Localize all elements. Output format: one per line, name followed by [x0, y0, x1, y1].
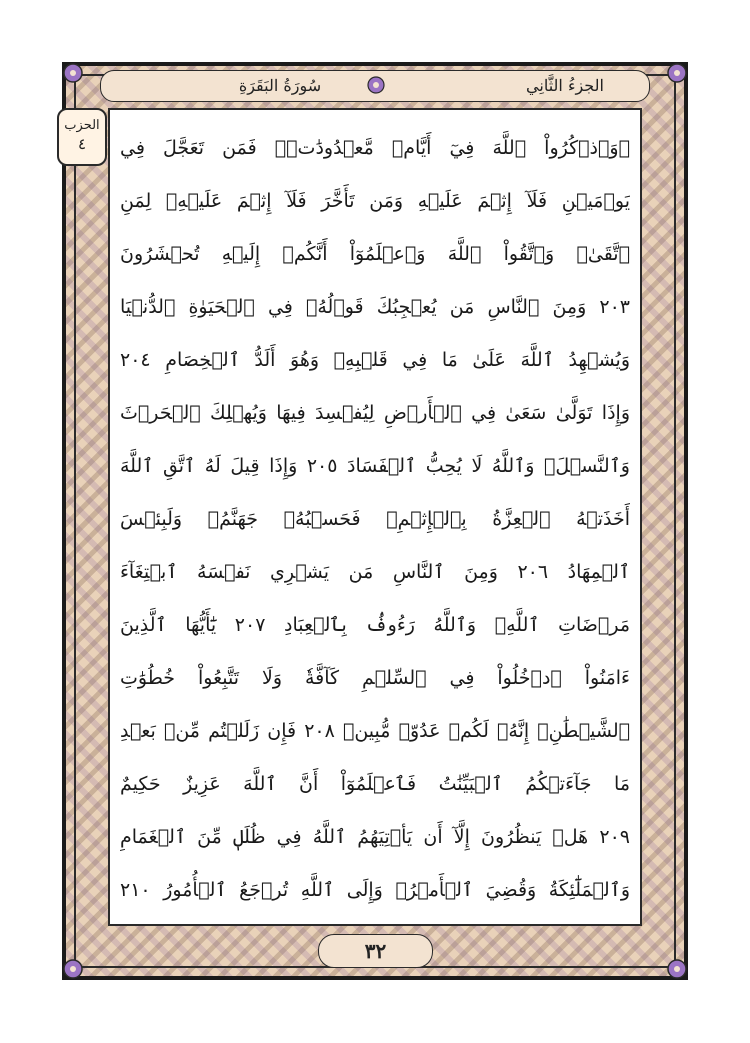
verse-line: ٱتَّقَىٰۗ وَٱتَّقُواْ ٱللَّهَ وَٱعۡلَمُوٓاْ أَنَّكُمۡ إِلَيۡهِ تُحۡشَرُونَ	[120, 243, 630, 265]
verse-line: وَٱلنَّسۡلَۚ وَٱللَّهُ لَا يُحِبُّ ٱلۡفَسَادَ ٢٠٥ وَإِذَا قِيلَ لَهُ ٱتَّقِ ٱللَّهَ	[120, 455, 630, 477]
hizb-marker	[57, 108, 107, 166]
verse-line: ٱلۡمِهَادُ ٢٠٦ وَمِنَ ٱلنَّاسِ مَن يَشۡرِي نَفۡسَهُ ٱبۡتِغَآءَ	[120, 561, 630, 583]
juz-label: الجزءُ الثَّانِي	[526, 76, 604, 95]
hizb-number: ٤	[77, 135, 87, 153]
corner-flower-icon	[662, 58, 692, 88]
hizb-word: الحزب	[64, 118, 100, 133]
verse-line: وَإِذَا تَوَلَّىٰ سَعَىٰ فِي ٱلۡأَرۡضِ لِيُفۡسِدَ فِيهَا وَيُهۡلِكَ ٱلۡحَرۡثَ	[120, 402, 630, 424]
verse-line: ٢٠٩ هَلۡ يَنظُرُونَ إِلَّآ أَن يَأۡتِيَهُمُ ٱللَّهُ فِي ظُلَلٖ مِّنَ ٱلۡغَمَامِ	[120, 826, 630, 848]
surah-label: سُورَةُ البَقَرَةِ	[238, 76, 322, 95]
verse-line: ٢٠٣ وَمِنَ ٱلنَّاسِ مَن يُعۡجِبُكَ قَوۡلُهُۥ فِي ٱلۡحَيَوٰةِ ٱلدُّنۡيَا	[120, 296, 630, 318]
verse-line: مَرۡضَاتِ ٱللَّهِۚ وَٱللَّهُ رَءُوفُۢ بِٱلۡعِبَادِ ٢٠٧ يَٰٓأَيُّهَا ٱلَّذِينَ	[120, 614, 630, 636]
corner-flower-icon	[58, 954, 88, 984]
verse-line: مَا جَآءَتۡكُمُ ٱلۡبَيِّنَٰتُ فَٱعۡلَمُوٓاْ أَنَّ ٱللَّهَ عَزِيزٌ حَكِيمٌ	[120, 773, 630, 795]
verse-line: ءَامَنُواْ ٱدۡخُلُواْ فِي ٱلسِّلۡمِ كَآفَّةٗ وَلَا تَتَّبِعُواْ خُطُوَٰتِ	[120, 667, 630, 689]
verse-line: ۞وَٱذۡكُرُواْ ٱللَّهَ فِيٓ أَيَّامٖ مَّعۡدُودَٰتٖۚ فَمَن تَعَجَّلَ فِي	[120, 137, 630, 159]
rosette-icon	[365, 74, 387, 96]
verse-line: أَخَذَتۡهُ ٱلۡعِزَّةُ بِٱلۡإِثۡمِۚ فَحَسۡبُهُۥ جَهَنَّمُۖ وَلَبِئۡسَ	[120, 508, 630, 530]
page-number: ٣٢	[318, 934, 433, 968]
corner-flower-icon	[662, 954, 692, 984]
verse-line: وَٱلۡمَلَٰٓئِكَةُ وَقُضِيَ ٱلۡأَمۡرُۚ وَإِلَى ٱللَّهِ تُرۡجَعُ ٱلۡأُمُورُ ٢١٠	[120, 879, 630, 901]
corner-flower-icon	[58, 58, 88, 88]
verse-line: ٱلشَّيۡطَٰنِۚ إِنَّهُۥ لَكُمۡ عَدُوّٞ مُّبِينٞ ٢٠٨ فَإِن زَلَلۡتُم مِّنۢ بَعۡدِ	[120, 720, 630, 742]
verse-line: وَيُشۡهِدُ ٱللَّهَ عَلَىٰ مَا فِي قَلۡبِهِۦ وَهُوَ أَلَدُّ ٱلۡخِصَامِ ٢٠٤	[120, 349, 630, 371]
verse-line: يَوۡمَيۡنِ فَلَآ إِثۡمَ عَلَيۡهِ وَمَن تَأَخَّرَ فَلَآ إِثۡمَ عَلَيۡهِۖ لِمَنِ	[120, 190, 630, 212]
